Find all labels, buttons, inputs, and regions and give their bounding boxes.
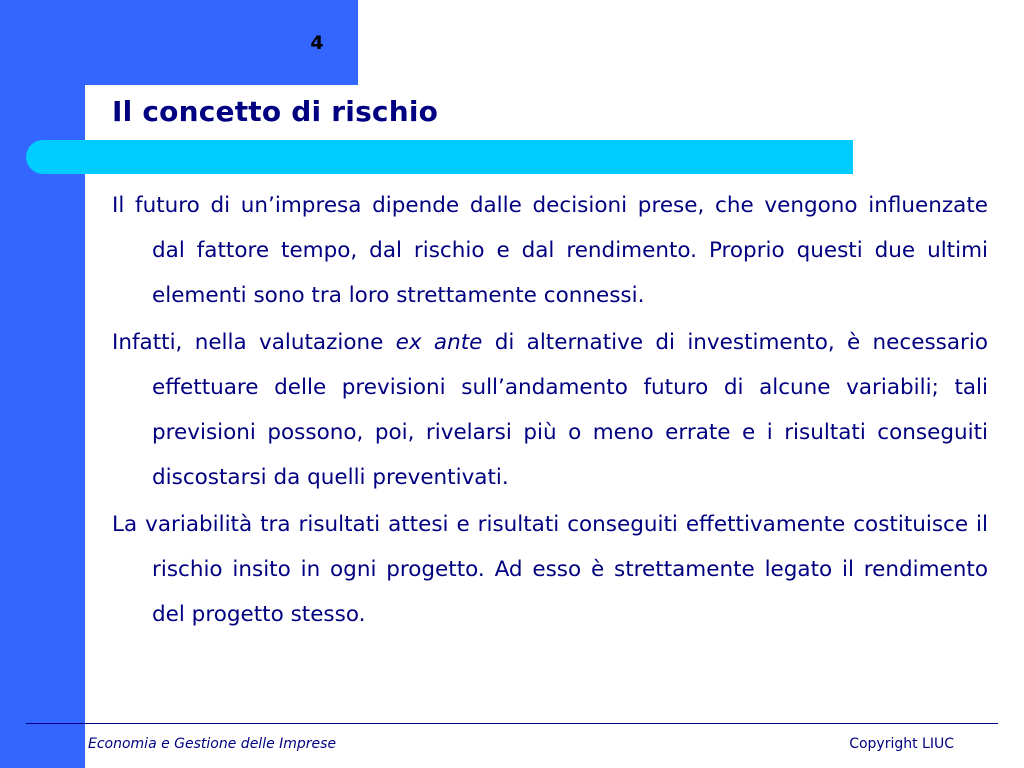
slide-title: Il concetto di rischio (112, 95, 439, 128)
title-underline-bar (26, 140, 853, 174)
left-blue-band (0, 0, 85, 768)
paragraph-2 (112, 320, 988, 500)
footer-copyright: Copyright LIUC (849, 736, 954, 752)
slide-number: 4 (310, 32, 324, 54)
paragraph-2-start: Infatti, nella valutazione (112, 330, 396, 355)
paragraph-3: La variabilità tra risultati attesi e risultati conseguiti effettivamente costituisce il rischio insito in ogni progetto. Ad esso è strettamente legato il rendimento del progetto stesso. (112, 512, 988, 627)
slide-body (112, 183, 988, 639)
footer-divider (26, 723, 998, 724)
paragraph-2-italic-term: ex ante (395, 330, 483, 355)
paragraph-2-end: di alternative di investimento, è necessario effettuare delle previsioni sull’andamento futuro di alcune variabili; tali previsioni possono, poi, rivelarsi più o meno errate e i risultati conseguiti discostarsi da quelli preventivati. (152, 330, 989, 490)
paragraph-1: Il futuro di un’impresa dipende dalle decisioni prese, che vengono influenzate dal fattore tempo, dal rischio e dal rendimento. Proprio questi due ultimi elementi sono tra loro strettamente connessi. (112, 193, 988, 308)
footer-course-title: Economia e Gestione delle Imprese (88, 736, 337, 752)
